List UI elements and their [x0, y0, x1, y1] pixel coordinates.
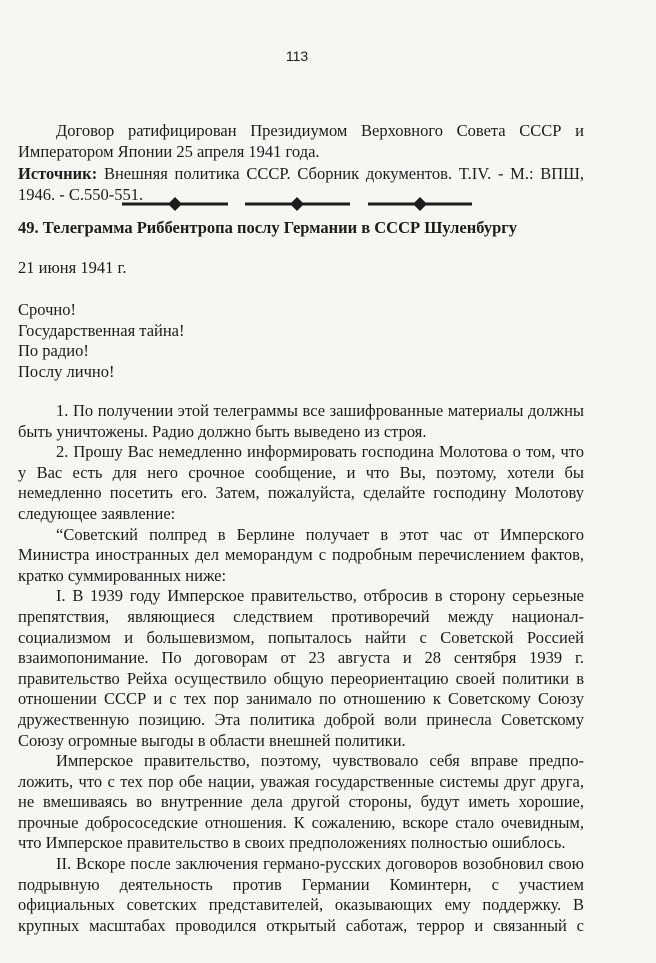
telegram-markings	[18, 300, 584, 382]
separator-segment-1	[122, 197, 228, 211]
text-line: правительство Рейха осуществило общую переориентацию своей политики в	[18, 668, 584, 688]
date-line: 21 июня 1941 г.	[18, 258, 127, 277]
text-line: прочные добрососедские отношения. К сожалению, вскоре стало очевидным,	[18, 812, 584, 832]
text-line: Императором Японии 25 апреля 1941 года.	[18, 141, 320, 161]
text-line: Договор ратифицирован Президиумом Верховного Совета СССР и	[56, 121, 584, 140]
text-line: Союзу огромные выгоды в области внешней политики.	[18, 730, 406, 750]
body-paragraph	[18, 586, 584, 751]
text-line: Имперское правительство, поэтому, чувствовало себя вправе предпо-	[56, 751, 584, 771]
text-line: 1. По получении этой телеграммы все зашифрованные материалы должны	[56, 401, 584, 420]
text-line: взаимопонимание. По договорам от 23 августа и 28 сентября 1939 г.	[18, 648, 584, 668]
source-label: Источник:	[18, 164, 98, 183]
text-line: Министра иностранных дел меморандум с подробным перечислением фактов,	[18, 545, 584, 565]
ratification-paragraph	[18, 121, 584, 162]
text-line: I. В 1939 году Имперское правительство, отбросив в сторону серьезные	[56, 586, 584, 606]
text-line: 1946. - С.550-551.	[18, 184, 144, 204]
text-line: у Вас есть для него срочное сообщение, и что Вы, поэтому, хотели бы	[18, 462, 584, 482]
telegram-body	[18, 401, 584, 936]
text-line: кратко суммированных ниже:	[18, 565, 227, 585]
marking-line: Государственная тайна!	[18, 320, 185, 340]
body-paragraph	[18, 751, 584, 854]
body-paragraph	[18, 525, 584, 587]
text-line: препятствия, являющиеся следствием противоречий между национал-	[18, 606, 584, 626]
marking-line: Срочно!	[18, 300, 76, 319]
text-line: социализмом и большевизмом, попыталось найти с Советской Россией	[18, 627, 584, 647]
text-line: официальных советских представителей, оказывающих ему поддержку. В	[18, 895, 584, 915]
body-paragraph	[18, 442, 584, 524]
text-line: следующее заявление:	[18, 503, 176, 523]
text-line: быть уничтожены. Радио должно быть выведено из строя.	[18, 421, 427, 441]
text-line: 2. Прошу Вас немедленно информировать господина Молотова о том, что	[56, 442, 584, 462]
marking-line: Послу лично!	[18, 361, 115, 381]
document-heading	[18, 218, 584, 239]
marking-line: По радио!	[18, 341, 89, 361]
text-line: дружественную позицию. Эта политика доброй воли принесла Советскому	[18, 709, 584, 729]
separator-segment-2	[245, 197, 350, 211]
text-line: отношении СССР и с тех пор занимало по отношению к Советскому Союзу	[18, 689, 584, 709]
body-paragraph	[18, 401, 584, 442]
text-line	[18, 164, 584, 185]
text-line: “Советский полпред в Берлине получает в этот час от Имперского	[56, 524, 584, 544]
heading-line: 49. Телеграмма Риббентропа послу Германии в СССР Шуленбургу	[18, 218, 518, 237]
text-line: ложить, что с тех пор обе нации, уважая государственные системы друг друга,	[18, 771, 584, 791]
body-paragraph	[18, 854, 584, 936]
text-line: немедленно посетить его. Затем, пожалуйста, сделайте господину Молотову	[18, 483, 584, 503]
text-line: II. Вскоре после заключения германо-русских договоров возобновил свою	[56, 854, 584, 874]
text-line: не вмешиваясь во внутренние дела другой стороны, будут иметь хорошие,	[18, 792, 584, 812]
text-line: подрывную деятельность против Германии Коминтерн, с участием	[18, 874, 584, 894]
page-number: 113	[285, 48, 309, 64]
text-line: крупных масштабах проводился открытый саботаж, террор и связанный с	[18, 915, 584, 935]
separator-segment-3	[368, 197, 472, 211]
source-text: Внешняя политика СССР. Сборник документов. T.IV. - М.: ВПШ,	[97, 164, 584, 183]
section-separator	[120, 196, 480, 212]
document-date	[18, 258, 584, 279]
text-line: что Имперское правительство в своих предположениях полностью ошиблось.	[18, 833, 566, 853]
